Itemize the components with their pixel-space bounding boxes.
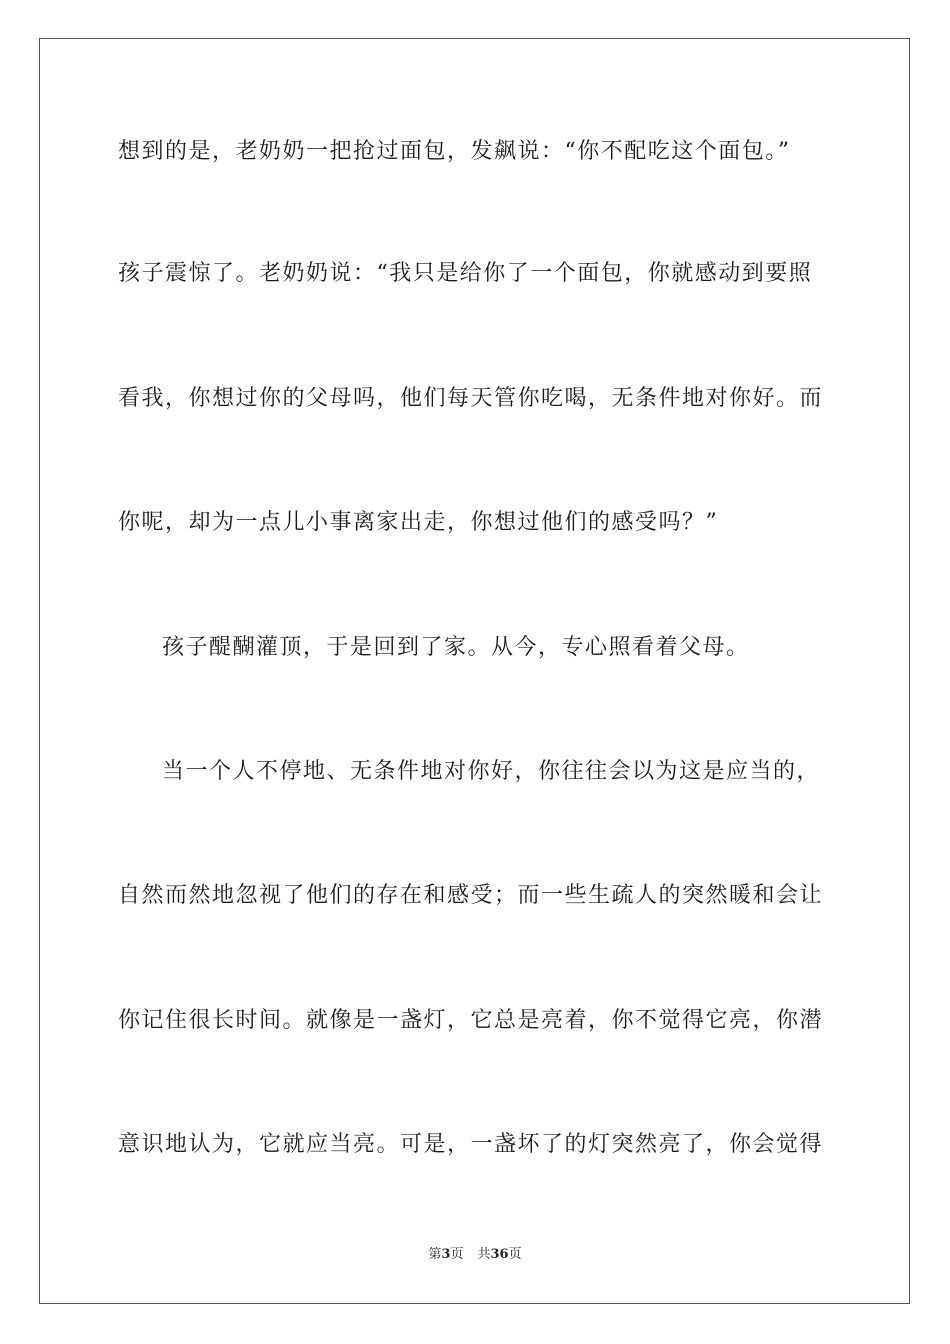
- text-line-2: 孩子震惊了。老奶奶说：“我只是给你了一个面包，你就感动到要照: [118, 261, 813, 286]
- total-label-prefix: 共: [477, 1247, 491, 1262]
- paragraph-start-2: 当一个人不停地、无条件地对你好，你往往会以为这是应当的，: [162, 759, 821, 784]
- text-line-8: 你记住很长时间。就像是一盏灯，它总是亮着，你不觉得它亮，你潜: [118, 1008, 824, 1033]
- text-line-4: 你呢，却为一点儿小事离家出走，你想过他们的感受吗？”: [118, 510, 719, 535]
- text-line-7: 自然而然地忽视了他们的存在和感受；而一些生疏人的突然暖和会让: [118, 883, 824, 908]
- current-page-number: 3: [441, 1247, 451, 1262]
- page-border: [39, 38, 910, 1304]
- total-page-count: 36: [490, 1247, 509, 1262]
- text-line-1: 想到的是，老奶奶一把抢过面包，发飙说：“你不配吃这个面包。”: [118, 139, 791, 164]
- page-label-prefix: 第: [428, 1247, 442, 1262]
- paragraph-start-1: 孩子醍醐灌顶，于是回到了家。从今，专心照看着父母。: [162, 635, 750, 660]
- page-label-suffix: 页: [450, 1247, 464, 1262]
- text-line-3: 看我，你想过你的父母吗，他们每天管你吃喝，无条件地对你好。而: [118, 386, 824, 411]
- page-footer: [0, 1246, 950, 1264]
- text-line-9: 意识地认为，它就应当亮。可是，一盏坏了的灯突然亮了，你会觉得: [118, 1132, 824, 1157]
- total-label-suffix: 页: [508, 1247, 522, 1262]
